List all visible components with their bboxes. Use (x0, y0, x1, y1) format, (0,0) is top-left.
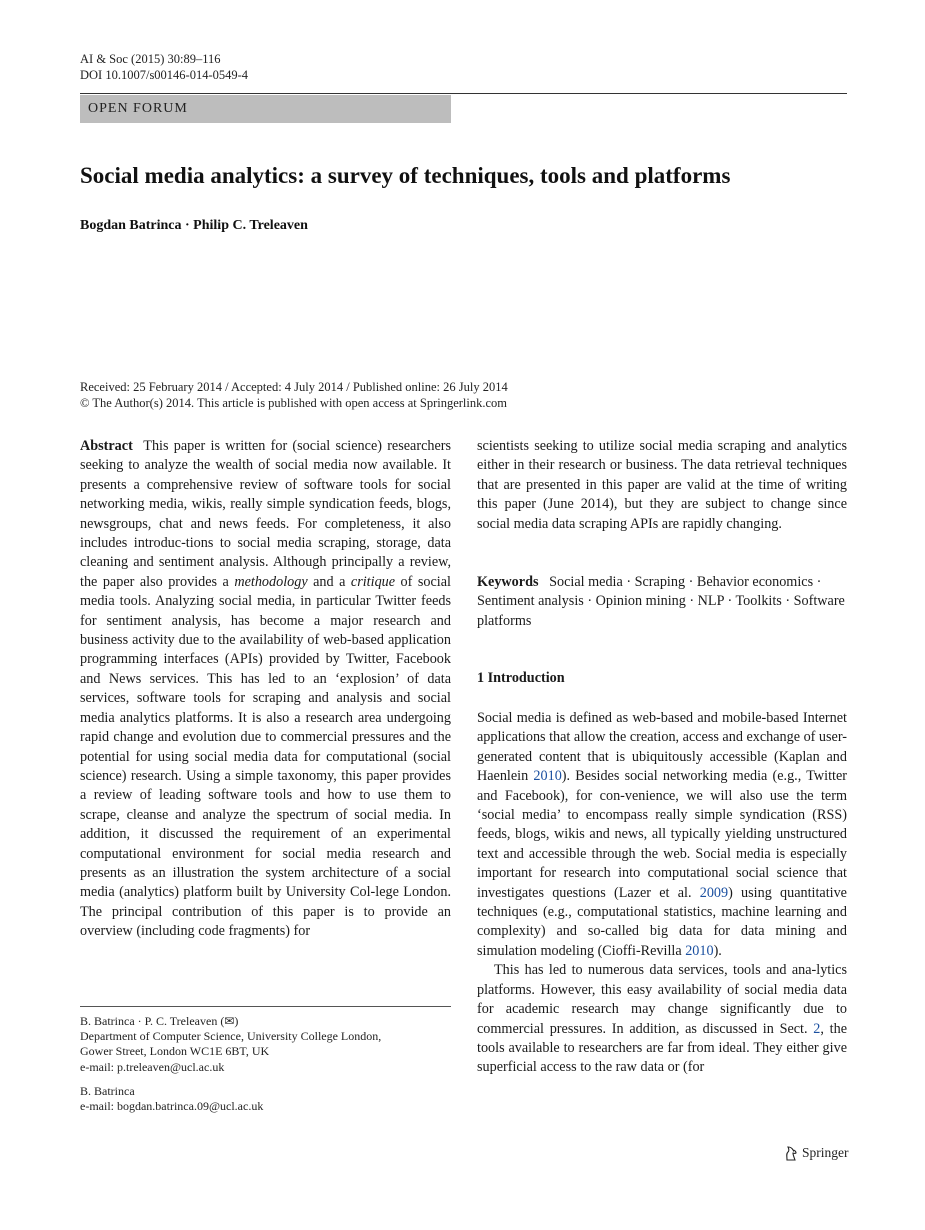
footnote-authors: B. Batrinca · P. C. Treleaven (✉) (80, 1014, 239, 1028)
footnote-email-treleaven[interactable]: e-mail: p.treleaven@ucl.ac.uk (80, 1059, 225, 1074)
abstract-text-1: This paper is written for (social science) researchers seeking to analyze the wealth of social media now available. It presents a comprehensive review of software tools for social networking media, wikis, really simple syndication feeds, blogs, newsgroups, chat and news feeds. For completeness, it also includes introduc-tions to social media scraping, storage, data cleaning and sentiment analysis. Although principally a review, the paper also provides a (80, 438, 452, 590)
introduction-body (477, 709, 847, 1078)
article-title: Social media analytics: a survey of techniques, tools and platforms (80, 163, 731, 188)
abstract-continuation-column (477, 437, 847, 534)
abstract-continuation: scientists seeking to utilize social media scraping and analytics either in their research or business. The data retrieval techniques that are presented in this paper are valid at the time of writing this paper (June 2014), but they are subject to change since social media data scraping APIs are rapidly changing. (477, 438, 847, 532)
doi: DOI 10.1007/s00146-014-0549-4 (80, 68, 249, 82)
footnote-rule (80, 1006, 451, 1007)
publisher-logo (784, 1145, 849, 1161)
keywords-block (477, 573, 847, 631)
author-affiliation-footnote (80, 1014, 451, 1114)
footnote-email-batrinca[interactable]: e-mail: bogdan.batrinca.09@ucl.ac.uk (80, 1099, 264, 1114)
section-link-2[interactable]: 2 (813, 1020, 821, 1037)
received-line: Received: 25 February 2014 / Accepted: 4 July 2014 / Published online: 26 July 2014 (80, 380, 508, 394)
intro-p1-text-b: ). Besides social networking media (e.g., Twitter and Facebook), for con-venience, we will also use the term ‘social media’ to encompass really simple syndication (RSS) feeds, blogs, wikis and news, all typically yielding unstructured text and accessible through the web. Social media is especially important for research into computational social science that investigates questions (Lazer et al. (477, 768, 847, 901)
section-label: OPEN FORUM (88, 101, 188, 116)
footnote-address: Gower Street, London WC1E 6BT, UK (80, 1044, 270, 1059)
footnote-department: Department of Computer Science, University College London, (80, 1029, 382, 1044)
abstract-label: Abstract (80, 438, 133, 454)
citation-link-cioffi-2010[interactable]: 2010 (685, 942, 714, 959)
abstract-emphasis-critique: critique (350, 573, 396, 590)
abstract-emphasis-methodology: methodology (234, 573, 308, 590)
abstract-text-3: of social media tools. Analyzing social media, in particular Twitter feeds for sentiment analysis, has become a major research and business activity due to the availability of web-based application programming interfaces (APIs) provided by Twitter, Facebook and News services. This has led to an ‘explosion’ of data services, software tools for scraping and analysis and social media analytics platforms. It is also a research area undergoing rapid change and evolution due to commercial pressures and the potential for using social media data for computational (social science) research. Using a simple taxonomy, this paper provides a review of leading software tools and how to use them to scrape, cleanse and analyze the spectrum of social media. In addition, it discussed the requirement of an experimental computational environment for social media research and presents as an illustration the system architecture of a social media (analytics) platform built by University Col-lege London. The principal contribution of this paper is to provide an overview (including code fragments) for (80, 573, 451, 940)
intro-p1-text-d: ). (713, 942, 722, 959)
journal-citation: AI & Soc (2015) 30:89–116 (80, 52, 221, 66)
intro-p1-text-a: Social media is defined as web-based and mobile-based Internet applications that allow the creation, access and exchange of user-generated content that is ubiquitously accessible (Kaplan and Haenlein (477, 710, 848, 785)
keywords-label: Keywords (477, 574, 539, 590)
intro-paragraph-2 (477, 961, 847, 1077)
intro-p2-text-a: This has led to numerous data services, tools and ana-lytics platforms. However, this easy availability of social media data for academic research may change significantly due to commercial pressures. In addition, as discussed in Sect. (477, 962, 847, 1037)
abstract-paragraph (80, 437, 451, 942)
author-list: Bogdan Batrinca · Philip C. Treleaven (80, 218, 308, 233)
publisher-name: Springer (802, 1145, 849, 1160)
copyright-line: © The Author(s) 2014. This article is published with open access at Springerlink.com (80, 396, 508, 410)
intro-p1-text-c: ) using quantitative techniques (e.g., computational statistics, machine learning and complexity) and so-called big data for data mining and simulation modeling (Cioffi-Revilla (477, 884, 847, 959)
intro-paragraph-1 (477, 709, 847, 961)
intro-p2-text-b: , the tools available to researchers are far from ideal. They either give superficial access to the raw data or (for (477, 1020, 847, 1076)
citation-link-kaplan-2010[interactable]: 2010 (533, 768, 562, 785)
footnote-author-batrinca: B. Batrinca (80, 1083, 135, 1098)
publication-history (80, 379, 508, 411)
abstract-column (80, 437, 451, 942)
citation-link-lazer-2009[interactable]: 2009 (699, 884, 729, 901)
springer-horse-icon (784, 1145, 798, 1161)
header-rule (80, 93, 847, 94)
section-heading-introduction: 1 Introduction (477, 670, 565, 686)
section-label-bar (80, 95, 451, 123)
abstract-text-2: and a (307, 573, 351, 590)
keywords-text: Social media · Scraping · Behavior economics · Sentiment analysis · Opinion mining · NLP · Toolkits · Software platforms (477, 574, 845, 629)
